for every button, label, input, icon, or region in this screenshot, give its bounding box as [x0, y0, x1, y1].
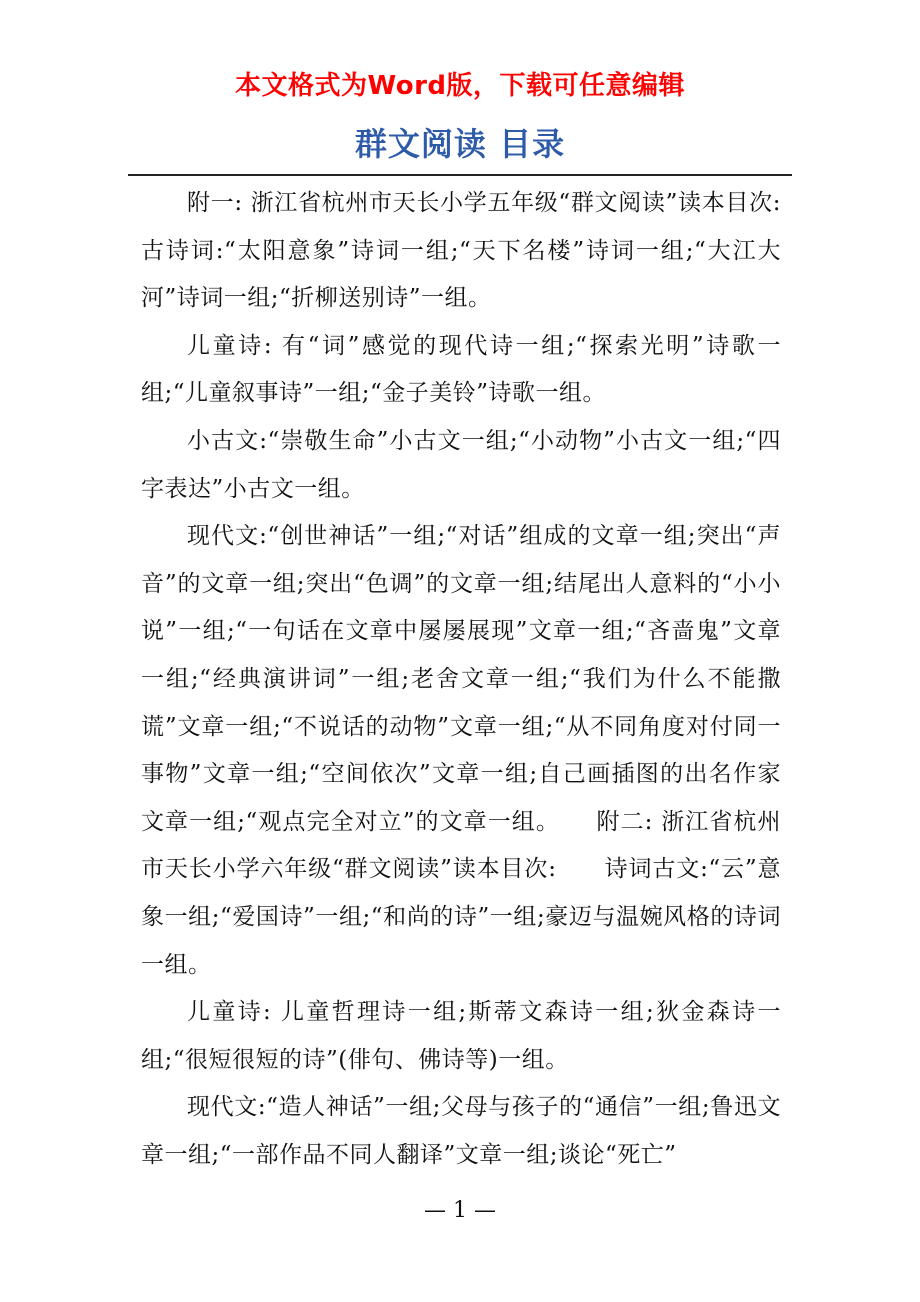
page-title: 群文阅读 目录 — [354, 125, 566, 163]
paragraph-grade5-classical-prose: 小古文:“崇敬生命”小古文一组;“小动物”小古文一组;“四字表达”小古文一组。 — [141, 427, 781, 502]
page-number: — 1 — — [424, 1198, 496, 1223]
paragraph-grade5-children-poetry: 儿童诗: 有“词”感觉的现代诗一组;“探索光明”诗歌一组;“儿童叙事诗”一组;“金子美铃”诗歌一组。 — [141, 332, 781, 407]
document-body — [141, 180, 828, 1179]
paragraph-grade5-ancient-poetry: 附一: 浙江省杭州市天长小学五年级“群文阅读”读本目次: 古诗词:“太阳意象”诗词一组;“天下名楼”诗词一组;“大江大河”诗词一组;“折柳送别诗”一组。 — [141, 190, 828, 312]
format-notice-banner: 本文格式为Word版，下载可任意编辑 — [234, 71, 686, 101]
paragraph-grade6-children-poetry: 儿童诗: 儿童哲理诗一组;斯蒂文森诗一组;狄金森诗一组;“很短很短的诗”(俳句、佛诗等)一组。 — [141, 999, 781, 1073]
paragraph-grade5-modern-prose: 现代文:“创世神话”一组;“对话”组成的文章一组;突出“声音”的文章一组;突出“色调”的文章一组;结尾出人意料的“小小说”一组;“一句话在文章中屡屡展现”文章一组;“吝啬鬼”文章一组;“经典演讲词”一组;老舍文章一组;“我们为什么不能撒谎”文章一组;“不说话的动物”文章一组;“从不同角度对付同一事物”文章一组;“空间依次”文章一组;自己画插图的出名作家文章一组;“观点完全对立”的文章一组。 附二: 浙江省杭州市天长小学六年级“群文阅读”读本目次: 诗词古文:“云”意象一组;“爱国诗”一组;“和尚的诗”一组;豪迈与温婉风格的诗词一组。 — [141, 523, 781, 978]
title-divider — [128, 174, 792, 176]
paragraph-grade6-modern-prose: 现代文:“造人神话”一组;父母与孩子的“通信”一组;鲁迅文章一组;“一部作品不同人翻译”文章一组;谈论“死亡” — [141, 1094, 781, 1168]
